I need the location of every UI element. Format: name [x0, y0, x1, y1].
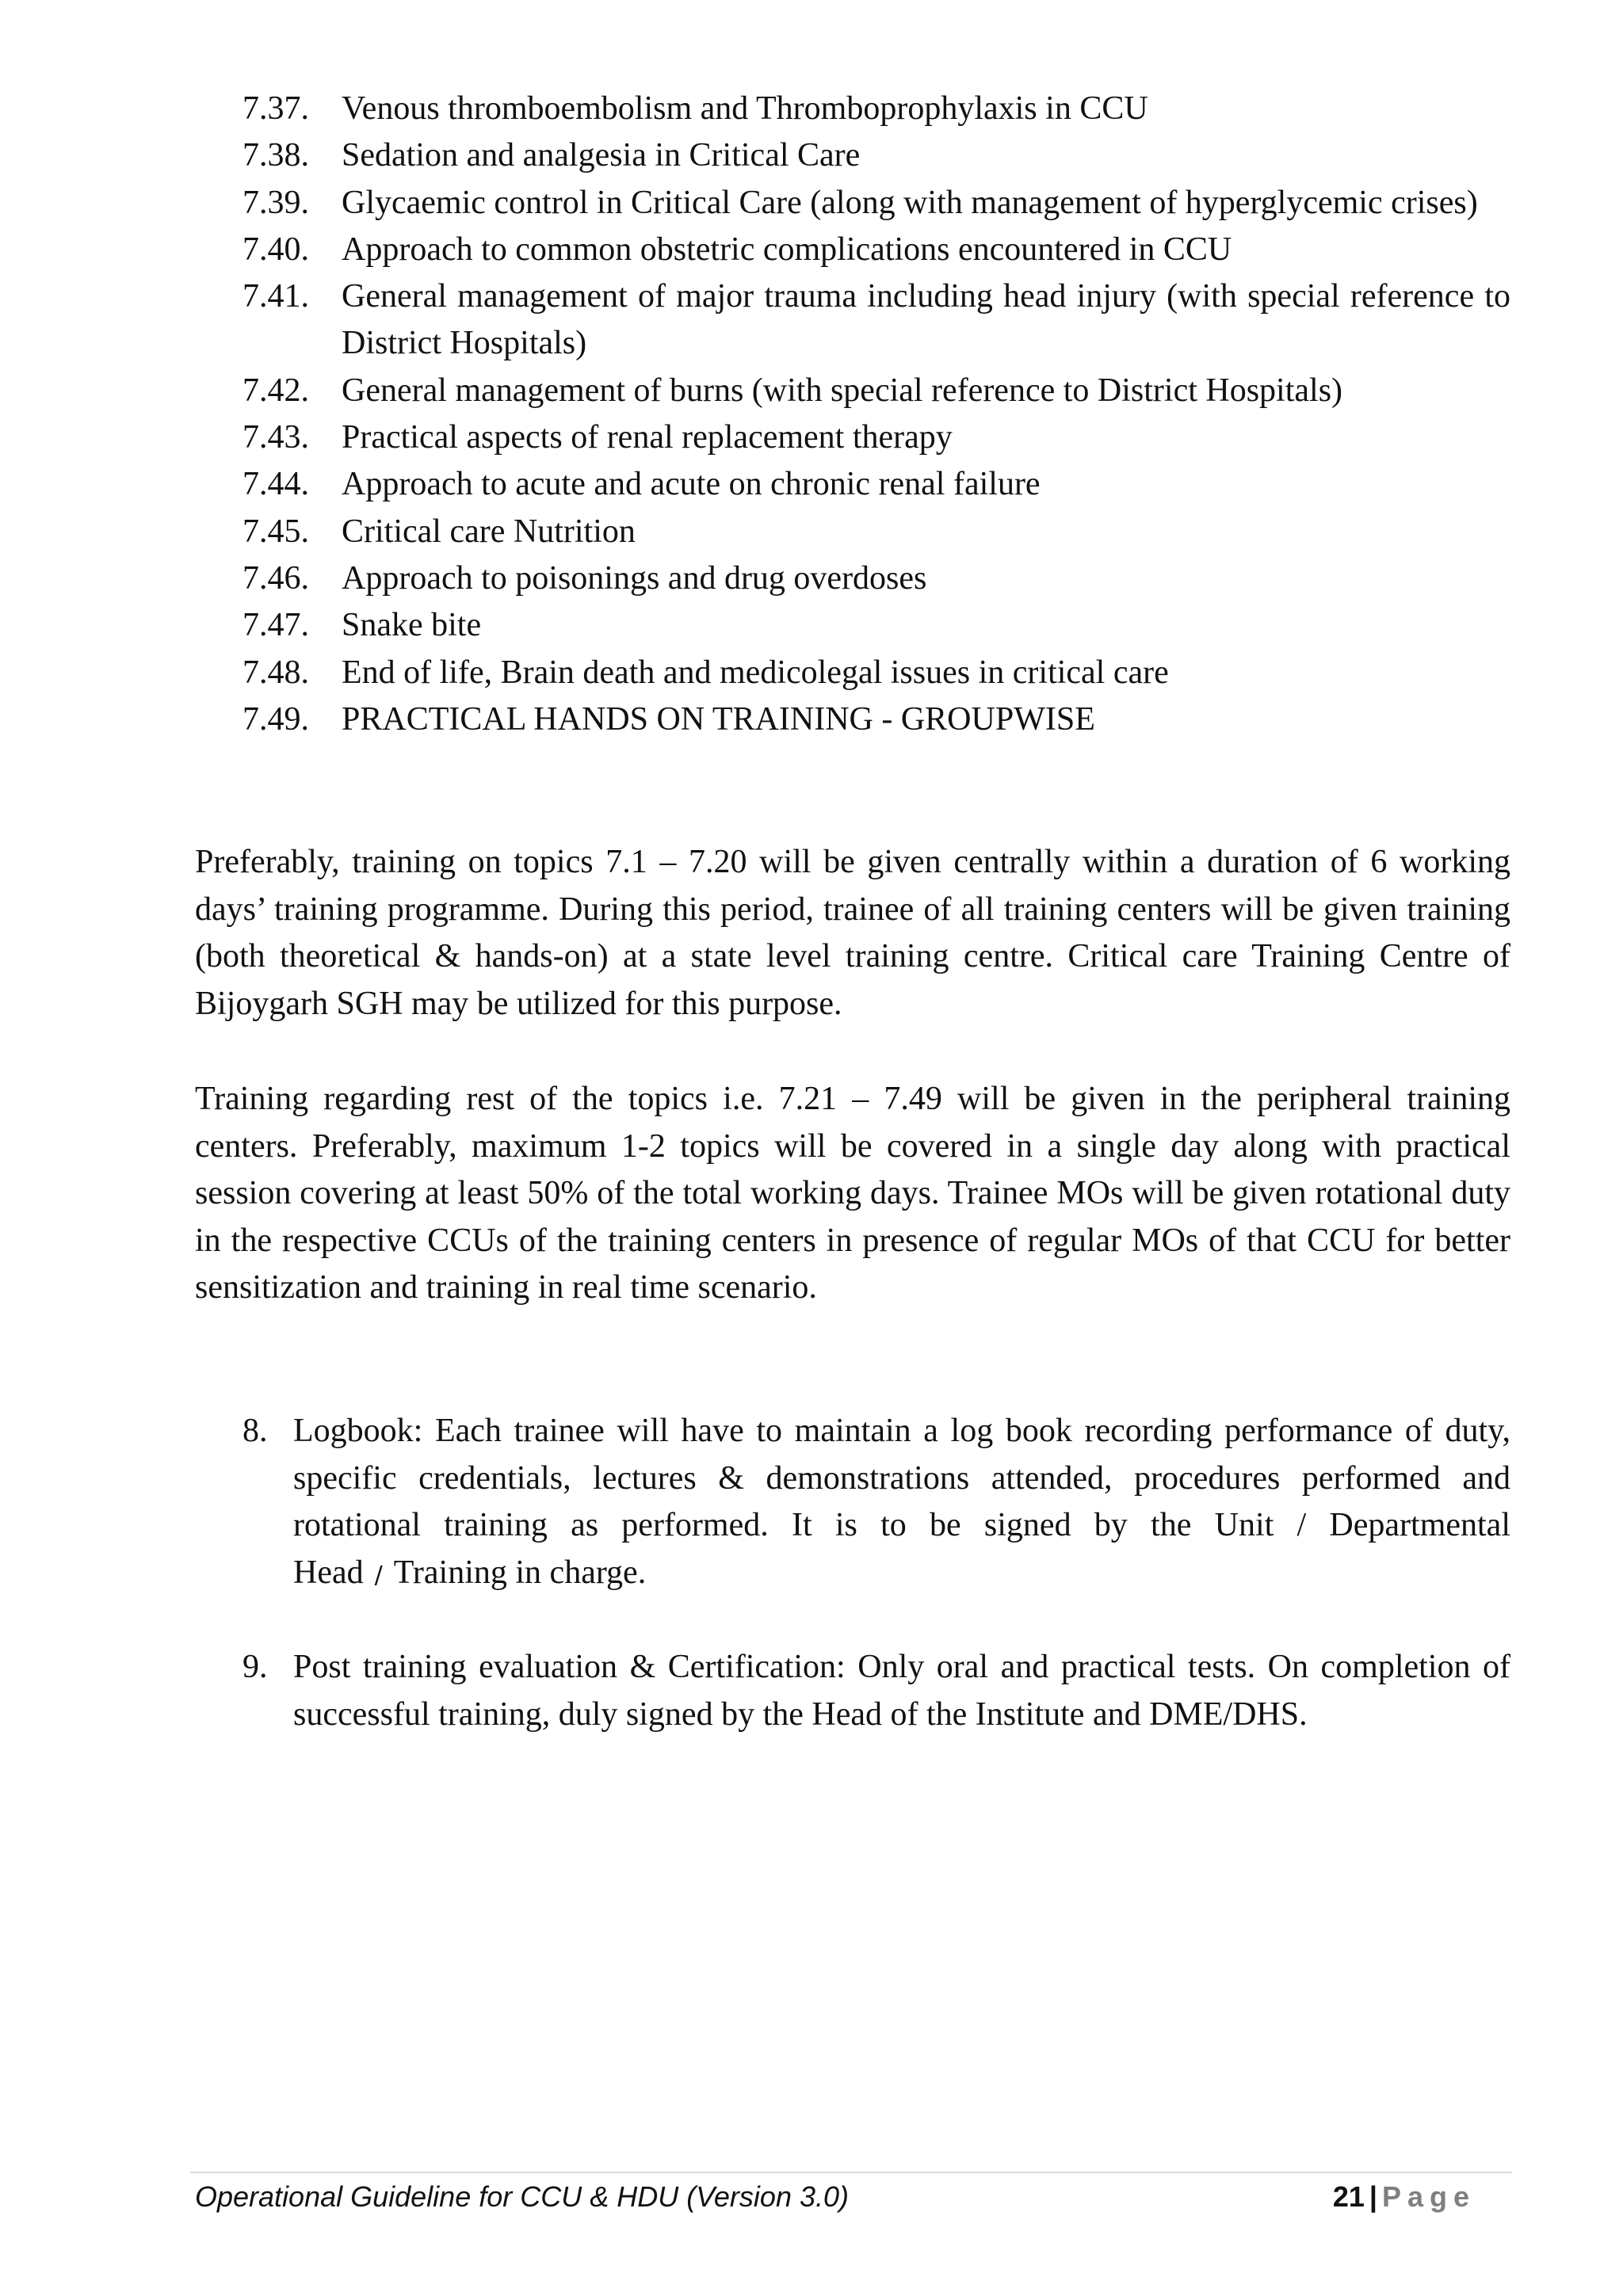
topic-number: 7.48. [242, 654, 309, 691]
footer-divider [190, 2172, 1512, 2173]
topic-text: Approach to common obstetric complications encountered in CCU [342, 231, 1232, 268]
page-label: Page [1381, 2180, 1476, 2213]
topic-text: Approach to acute and acute on chronic renal failure [342, 466, 1041, 503]
topic-number: 7.37. [242, 90, 309, 127]
topic-text: General management of burns (with special reference to District Hospitals) [342, 372, 1343, 409]
list-item [242, 273, 1510, 368]
topic-text: Critical care Nutrition [342, 513, 636, 550]
page-number: 21 [1332, 2180, 1365, 2213]
list-item [242, 509, 1510, 555]
footer-separator: | [1369, 2180, 1377, 2213]
list-item [242, 132, 1510, 179]
page-number-block [1333, 2180, 1476, 2214]
slash-separator: / [374, 1561, 383, 1589]
section-number: 9. [242, 1649, 268, 1685]
topic-text: Glycaemic control in Critical Care (along with management of hyperglycemic crises) [342, 184, 1478, 221]
topic-number: 7.39. [242, 184, 309, 221]
section-text-main: Logbook: Each trainee will have to maintain a log book recording performance of duty, specific credentials, lectures & demonstrations attended, procedures performed and rotational training as performed. It is to be signed by the Unit / Departmental Head [293, 1413, 1510, 1591]
paragraph-peripheral-training: Training regarding rest of the topics i.e. 7.21 – 7.49 will be given in the peripheral training centers. Preferably, maximum 1-2 topics will be covered in a single day along with practical session covering at least 50% of the total working days. Trainee MOs will be given rotational duty in the respective CCUs of the training centers in presence of regular MOs of that CCU for better sensitization and training in real time scenario. [195, 1081, 1510, 1306]
topic-number: 7.45. [242, 513, 309, 550]
section-text: Post training evaluation & Certification: Only oral and practical tests. On completion of successful training, duly signed by the Head of the Institute and DME/DHS. [293, 1649, 1510, 1733]
list-item [242, 180, 1510, 227]
topic-text: General management of major trauma including head injury (with special reference to District Hospitals) [342, 278, 1510, 362]
topic-text: PRACTICAL HANDS ON TRAINING - GROUPWISE [342, 700, 1095, 738]
topic-text: Sedation and analgesia in Critical Care [342, 137, 861, 174]
topic-number: 7.49. [242, 700, 309, 738]
topic-number: 7.40. [242, 231, 309, 268]
list-item [242, 602, 1510, 649]
topic-number: 7.47. [242, 607, 309, 644]
section-logbook [242, 1408, 1510, 1599]
list-item [242, 696, 1510, 743]
topic-text: Practical aspects of renal replacement therapy [342, 419, 953, 456]
topic-number: 7.42. [242, 372, 309, 409]
footer-title: Operational Guideline for CCU & HDU (Version 3.0) [195, 2180, 849, 2213]
section-number: 8. [242, 1413, 268, 1449]
section-text-end: Training in charge. [393, 1554, 647, 1591]
topic-number: 7.38. [242, 137, 309, 174]
topic-text: Approach to poisonings and drug overdoses [342, 559, 927, 597]
list-item [242, 650, 1510, 696]
topic-number: 7.43. [242, 419, 309, 456]
topic-number: 7.46. [242, 559, 309, 597]
list-item [242, 461, 1510, 508]
topic-text: Venous thromboembolism and Thromboprophylaxis in CCU [342, 90, 1148, 127]
topic-text: End of life, Brain death and medicolegal issues in critical care [342, 654, 1169, 691]
section-text [293, 1408, 1510, 1599]
paragraph-central-training: Preferably, training on topics 7.1 – 7.20 will be given centrally within a duration of 6 working days’ training programme. During this period, trainee of all training centers will be given training (both theoretical & hands-on) at a state level training centre. Critical care Training Centre of Bijoygarh SGH may be utilized for this purpose. [195, 844, 1510, 1022]
section-evaluation [242, 1644, 1510, 1738]
list-item [242, 414, 1510, 461]
list-item [242, 368, 1510, 414]
list-item [242, 227, 1510, 273]
list-item [242, 555, 1510, 602]
topic-text: Snake bite [342, 607, 482, 644]
list-item [242, 86, 1510, 132]
topic-number: 7.41. [242, 278, 309, 315]
topic-list [242, 86, 1510, 743]
topic-number: 7.44. [242, 466, 309, 503]
